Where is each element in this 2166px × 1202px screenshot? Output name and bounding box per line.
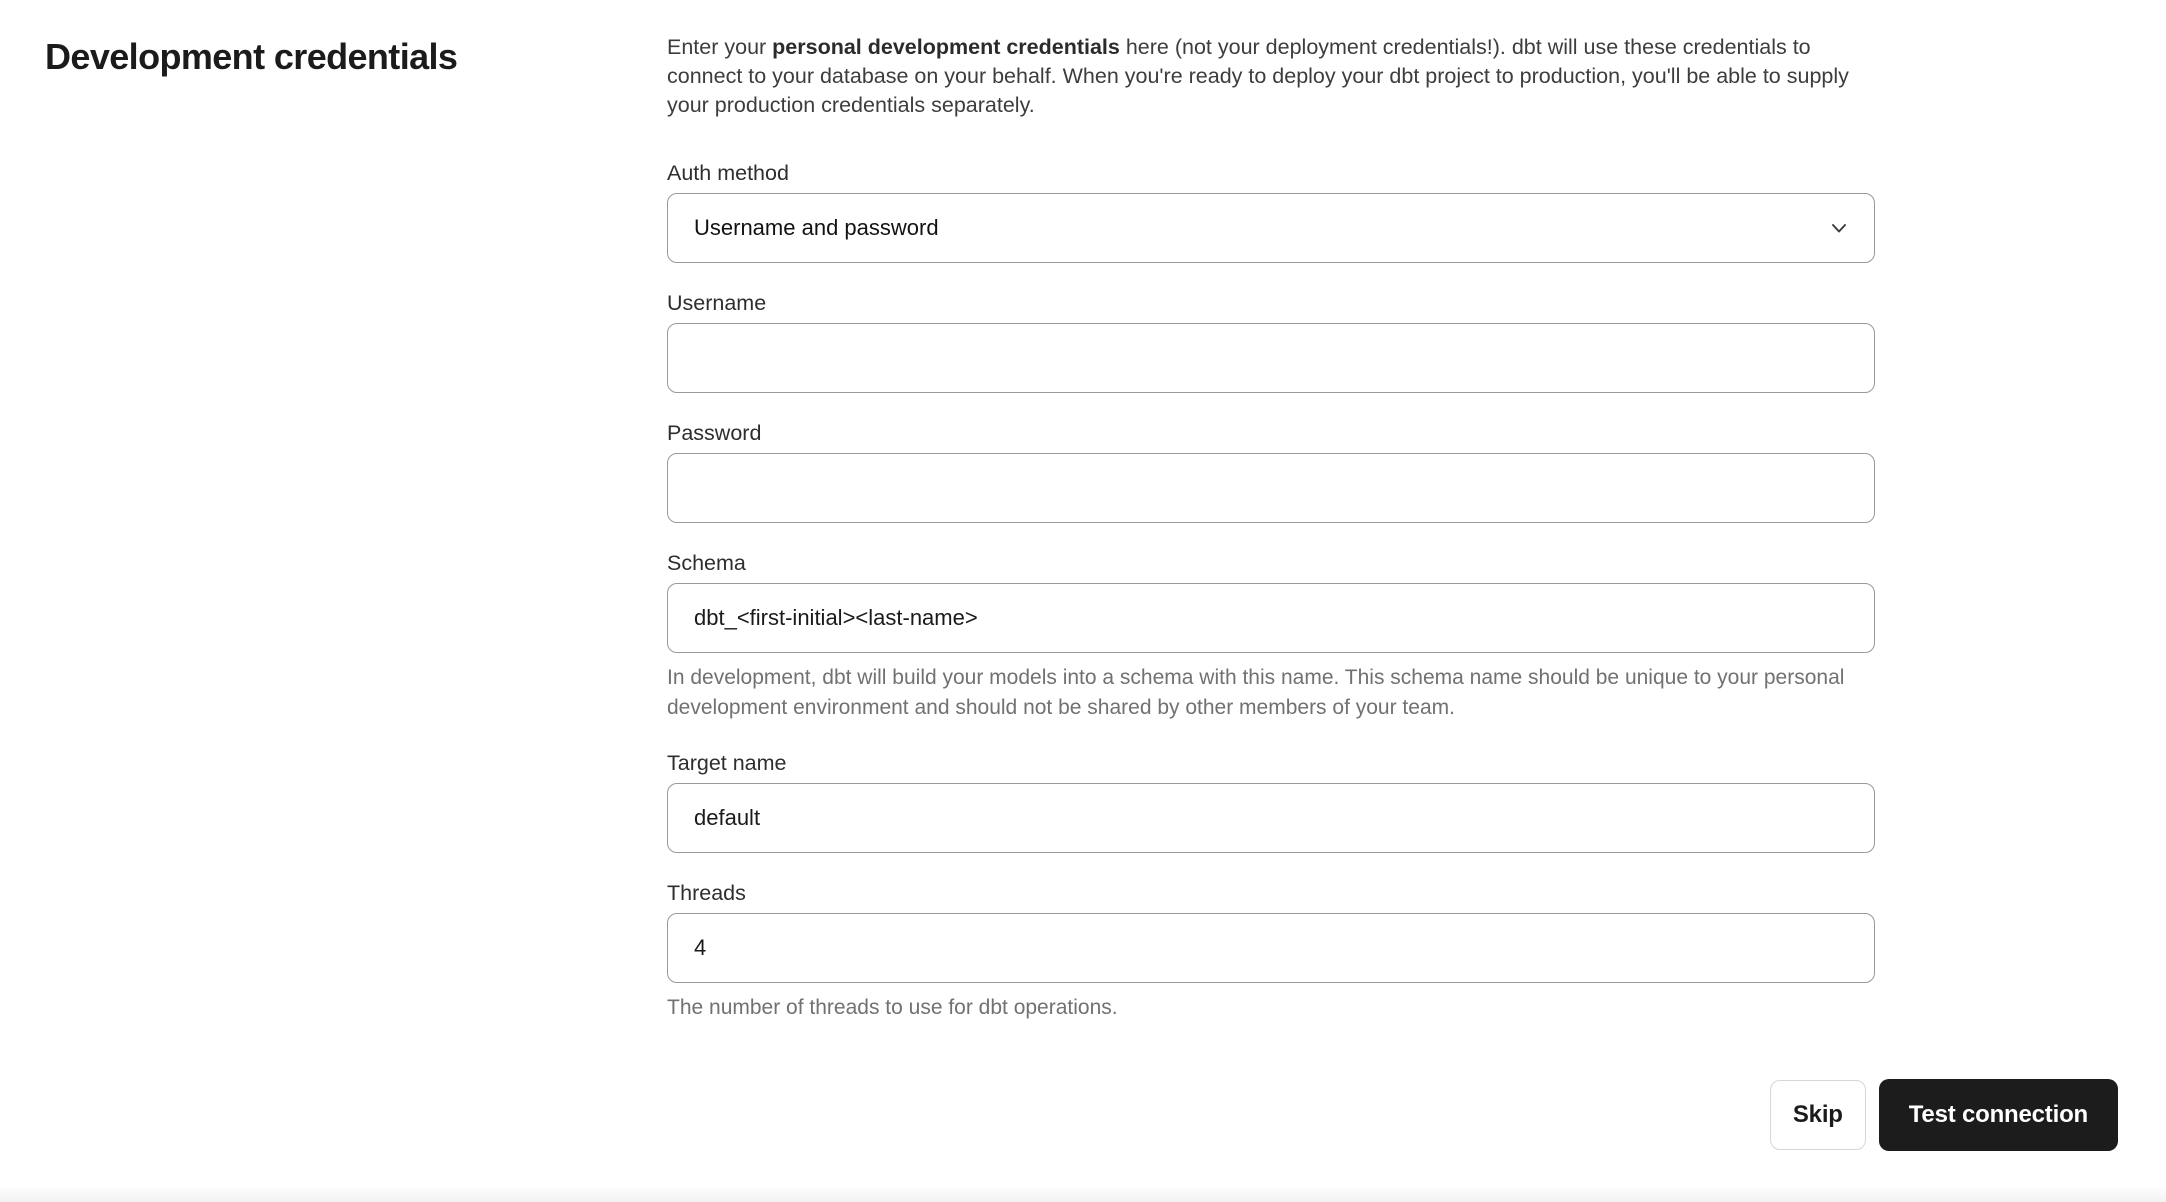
threads-label: Threads: [667, 881, 746, 905]
threads-help-text: The number of threads to use for dbt operations.: [667, 996, 1118, 1019]
password-label: Password: [667, 421, 762, 445]
credentials-form: [667, 33, 1875, 1023]
auth-method-select[interactable]: [667, 193, 1875, 263]
threads-field: [667, 880, 1875, 1023]
target-name-label: Target name: [667, 751, 787, 775]
username-input[interactable]: [667, 323, 1875, 393]
target-name-input[interactable]: [667, 783, 1875, 853]
page-description: [667, 33, 1875, 120]
test-connection-button[interactable]: Test connection: [1879, 1079, 2118, 1151]
target-name-field: [667, 750, 1875, 853]
username-label: Username: [667, 291, 767, 315]
password-field: [667, 420, 1875, 523]
schema-label: Schema: [667, 551, 746, 575]
description-suffix: here (not your deployment credentials!). dbt will use these credentials to connect to your database on your behalf. When you're ready to deploy your dbt project to production, you'll be able to supply your production credentials separately.: [667, 35, 1849, 117]
username-field: [667, 290, 1875, 393]
password-input[interactable]: [667, 453, 1875, 523]
skip-button[interactable]: Skip: [1770, 1080, 1866, 1150]
chevron-down-icon: [1826, 215, 1852, 241]
auth-method-selected-value: Username and password: [694, 215, 939, 240]
auth-method-field: [667, 160, 1875, 263]
schema-input[interactable]: [667, 583, 1875, 653]
schema-help-text: In development, dbt will build your models into a schema with this name. This schema name should be unique to your personal development environment and should not be shared by other members of your team.: [667, 666, 1845, 719]
description-bold: personal development credentials: [772, 35, 1120, 59]
schema-field: [667, 550, 1875, 723]
bottom-page-edge: [0, 1186, 2166, 1202]
threads-input[interactable]: [667, 913, 1875, 983]
description-prefix: Enter your: [667, 35, 773, 59]
auth-method-label: Auth method: [667, 161, 789, 185]
page-title: Development credentials: [45, 36, 458, 77]
form-actions: [1770, 1079, 2118, 1151]
